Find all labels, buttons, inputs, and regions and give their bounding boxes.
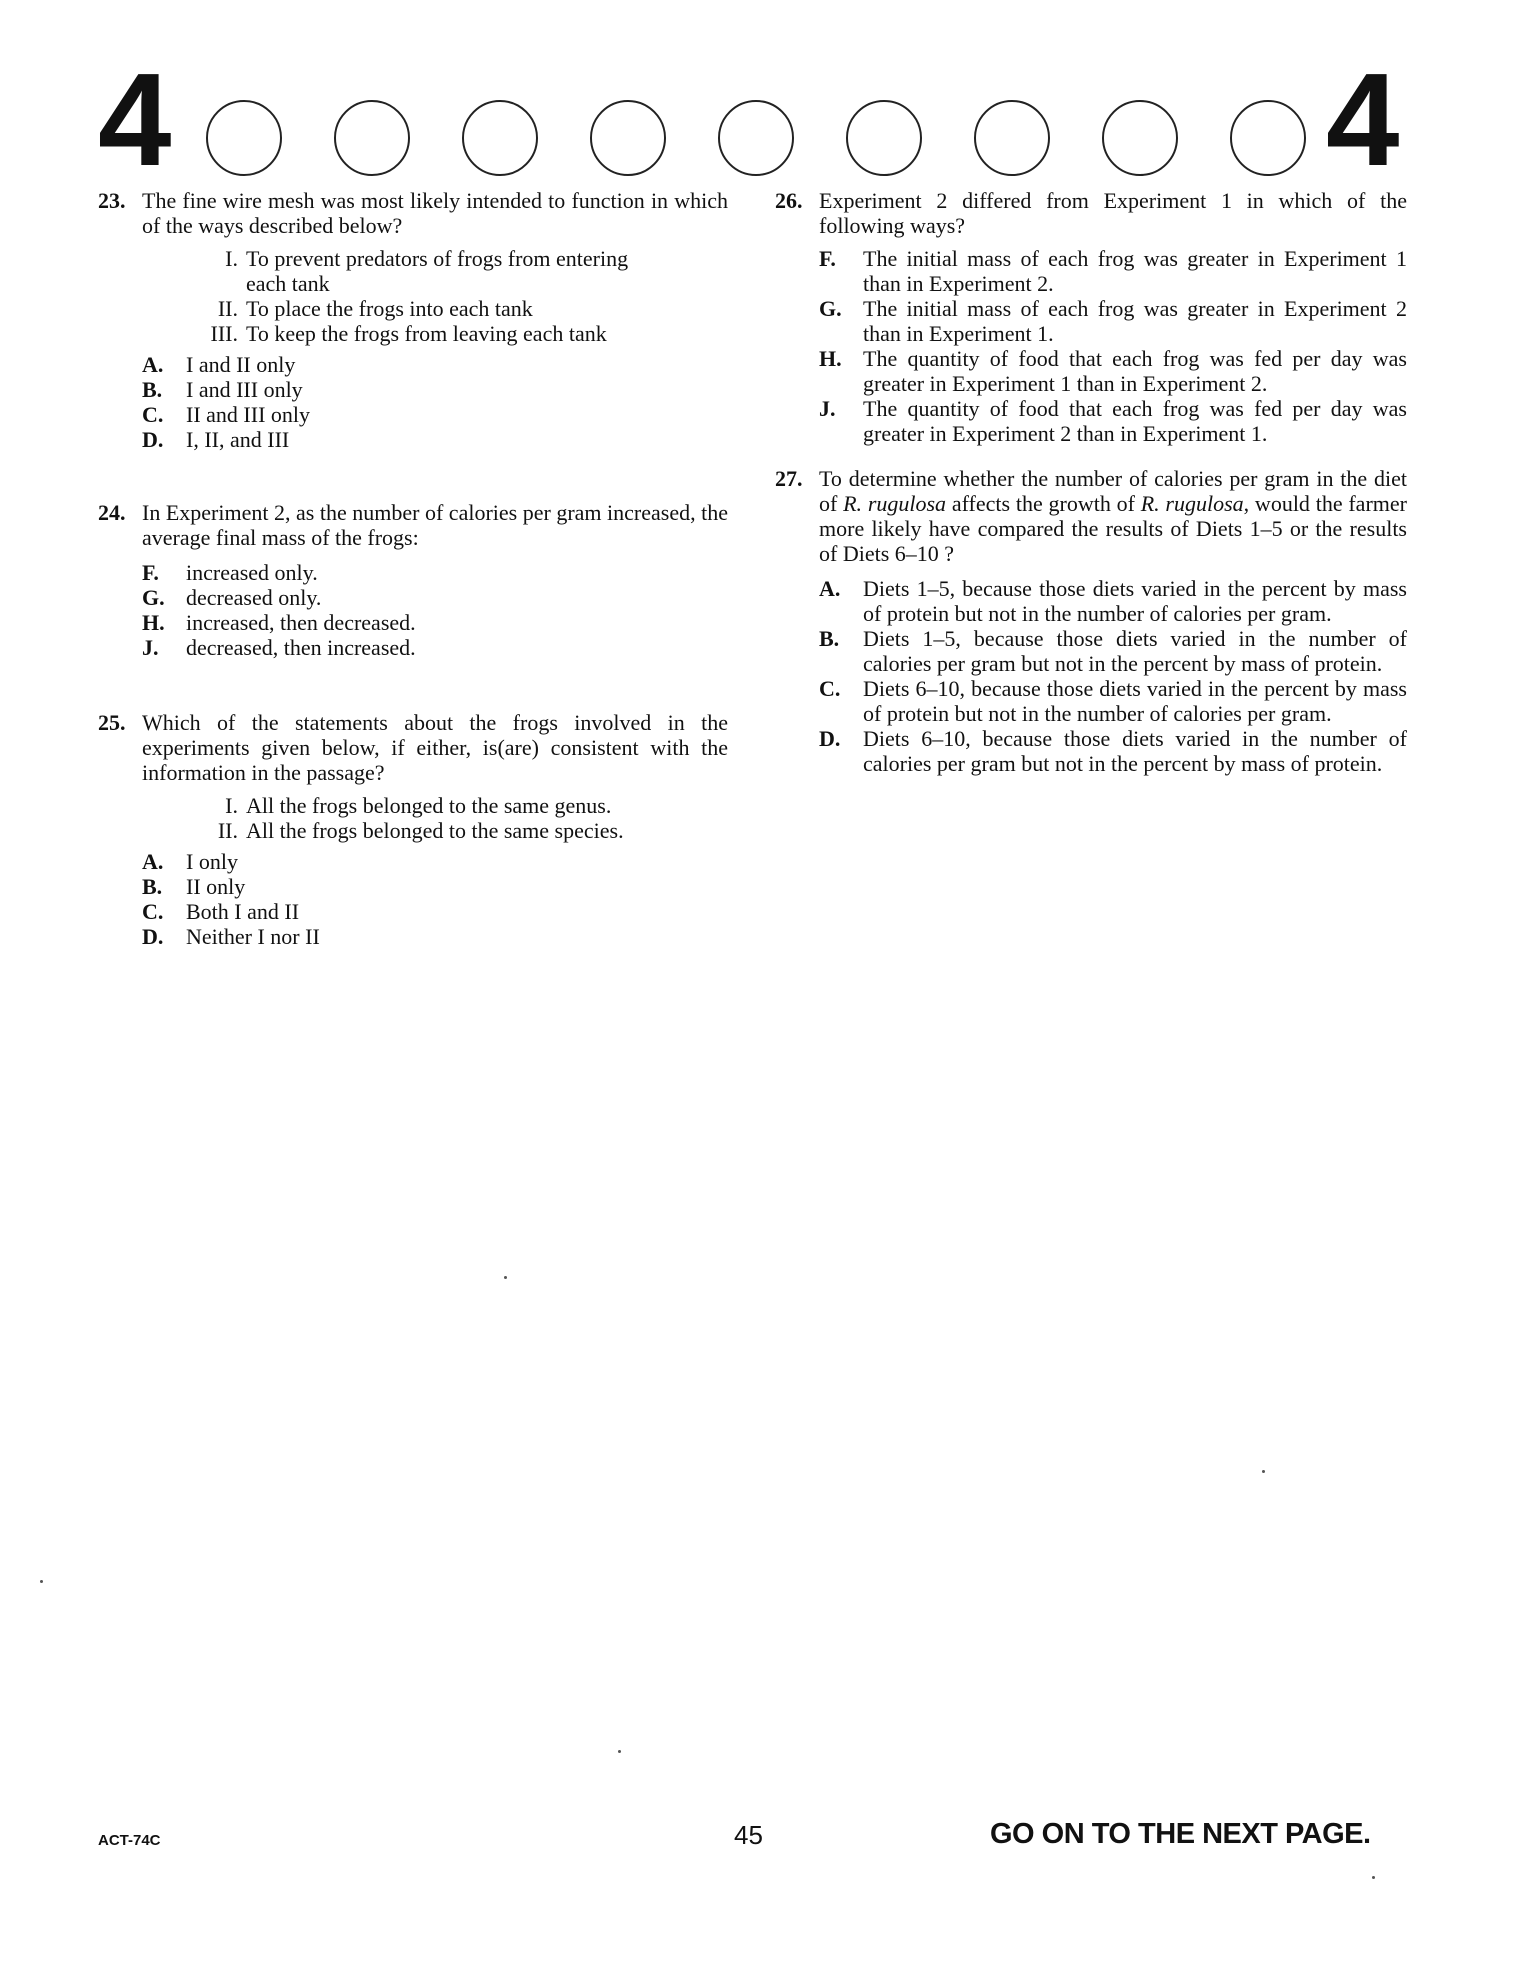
question-number: 26.	[775, 188, 803, 213]
option-text: Diets 1–5, because those diets varied in the percent by mass of protein but not in the number of calories per gram.	[863, 576, 1407, 626]
circle-icon	[846, 100, 922, 176]
option-letter: C.	[819, 676, 841, 701]
option-text: The initial mass of each frog was greater in Experiment 2 than in Experiment 1.	[863, 296, 1407, 346]
circle-icon	[462, 100, 538, 176]
scan-speck	[504, 1276, 507, 1279]
option-letter: B.	[142, 874, 163, 899]
section-number-right: 4	[1326, 46, 1398, 193]
answer-options	[775, 576, 1407, 776]
answer-option[interactable]	[98, 635, 728, 660]
question-text-part: To determine whether the number of calories per gram in the diet of	[819, 466, 1407, 516]
question-number: 23.	[98, 188, 126, 213]
scan-speck	[1262, 1470, 1265, 1473]
left-column	[98, 188, 728, 949]
answer-option[interactable]	[775, 296, 1407, 346]
question-text: In Experiment 2, as the number of calories per gram increased, the average final mass of the frogs:	[142, 500, 728, 550]
section-number-left: 4	[98, 46, 170, 193]
question-text-part: affects the growth of	[946, 491, 1141, 516]
roman-item	[98, 321, 728, 346]
answer-options	[98, 352, 728, 452]
option-letter: A.	[142, 352, 164, 377]
question-number: 27.	[775, 466, 803, 491]
circle-icon	[334, 100, 410, 176]
answer-option[interactable]	[775, 246, 1407, 296]
option-text: I only	[186, 849, 238, 874]
roman-numeral: II.	[217, 818, 238, 843]
question-text: Experiment 2 differed from Experiment 1 in which of the following ways?	[819, 188, 1407, 238]
right-column	[775, 188, 1407, 776]
option-letter: C.	[142, 402, 164, 427]
option-text: decreased, then increased.	[186, 635, 416, 660]
option-text: increased only.	[186, 560, 318, 585]
option-letter: D.	[142, 427, 164, 452]
question-24	[98, 500, 728, 660]
roman-numeral: I.	[225, 793, 238, 818]
option-text: The quantity of food that each frog was fed per day was greater in Experiment 1 than in Experiment 2.	[863, 346, 1407, 396]
answer-option[interactable]	[98, 427, 728, 452]
circle-icon	[718, 100, 794, 176]
answer-option[interactable]	[775, 396, 1407, 446]
circle-icon	[1102, 100, 1178, 176]
option-letter: A.	[819, 576, 841, 601]
option-letter: B.	[819, 626, 840, 651]
section-header	[98, 46, 1398, 193]
option-text: The initial mass of each frog was greater in Experiment 1 than in Experiment 2.	[863, 246, 1407, 296]
answer-option[interactable]	[98, 402, 728, 427]
option-letter: G.	[142, 585, 165, 610]
answer-option[interactable]	[98, 874, 728, 899]
option-letter: H.	[142, 610, 165, 635]
option-letter: G.	[819, 296, 842, 321]
answer-option[interactable]	[775, 576, 1407, 626]
answer-options	[98, 560, 728, 660]
option-text: Diets 1–5, because those diets varied in the number of calories per gram but not in the percent by mass of protein.	[863, 626, 1407, 676]
option-text: I and II only	[186, 352, 296, 377]
species-name: R. rugulosa	[1140, 491, 1244, 516]
question-text: Which of the statements about the frogs involved in the experiments given below, if either, is(are) consistent with the information in the passage?	[142, 710, 728, 785]
form-code: ACT-74C	[98, 1832, 161, 1849]
scan-speck	[618, 1750, 621, 1753]
roman-text: All the frogs belonged to the same species.	[246, 818, 624, 843]
answer-option[interactable]	[98, 585, 728, 610]
question-25	[98, 710, 728, 949]
answer-option[interactable]	[775, 726, 1407, 776]
roman-list	[98, 246, 728, 346]
option-letter: J.	[819, 396, 836, 421]
roman-numeral: I.	[225, 246, 238, 271]
roman-list	[98, 793, 728, 843]
answer-option[interactable]	[98, 352, 728, 377]
roman-text: All the frogs belonged to the same genus.	[246, 793, 612, 818]
option-text: The quantity of food that each frog was fed per day was greater in Experiment 2 than in Experiment 1.	[863, 396, 1407, 446]
answer-option[interactable]	[98, 377, 728, 402]
question-number: 24.	[98, 500, 126, 525]
question-text-part: , would the farmer more likely have compared the results of Diets 1–5 or the results of Diets 6–10 ?	[819, 491, 1407, 566]
answer-options	[98, 849, 728, 949]
option-text: I, II, and III	[186, 427, 290, 452]
option-letter: C.	[142, 899, 164, 924]
option-text: II and III only	[186, 402, 311, 427]
question-23	[98, 188, 728, 452]
roman-text: To place the frogs into each tank	[246, 296, 533, 321]
option-text: Diets 6–10, because those diets varied in the number of calories per gram but not in the percent by mass of protein.	[863, 726, 1407, 776]
scan-speck	[40, 1580, 43, 1583]
roman-item	[98, 296, 728, 321]
roman-text: To keep the frogs from leaving each tank	[246, 321, 607, 346]
page-number: 45	[734, 1820, 763, 1850]
next-page-notice: GO ON TO THE NEXT PAGE.	[990, 1818, 1371, 1850]
roman-item	[98, 818, 728, 843]
option-letter: J.	[142, 635, 159, 660]
option-text: Diets 6–10, because those diets varied in the percent by mass of protein but not in the number of calories per gram.	[863, 676, 1407, 726]
answer-option[interactable]	[775, 346, 1407, 396]
option-text: increased, then decreased.	[186, 610, 416, 635]
answer-option[interactable]	[775, 676, 1407, 726]
option-letter: F.	[142, 560, 159, 585]
roman-numeral: II.	[217, 296, 238, 321]
answer-option[interactable]	[98, 924, 728, 949]
question-number: 25.	[98, 710, 126, 735]
answer-option[interactable]	[98, 849, 728, 874]
species-name: R. rugulosa	[843, 491, 947, 516]
option-text: decreased only.	[186, 585, 322, 610]
answer-option[interactable]	[98, 560, 728, 585]
option-letter: D.	[819, 726, 841, 751]
circle-icon	[206, 100, 282, 176]
option-letter: B.	[142, 377, 163, 402]
option-letter: H.	[819, 346, 842, 371]
question-text	[819, 466, 1407, 566]
answer-option[interactable]	[775, 626, 1407, 676]
scan-speck	[1372, 1876, 1375, 1879]
option-text: I and III only	[186, 377, 303, 402]
roman-text: To prevent predators of frogs from entering each tank	[246, 246, 629, 296]
question-26	[775, 188, 1407, 446]
circle-icon	[590, 100, 666, 176]
question-text: The fine wire mesh was most likely intended to function in which of the ways described below?	[142, 188, 728, 238]
answer-option[interactable]	[98, 610, 728, 635]
option-text: Neither I nor II	[186, 924, 320, 949]
roman-numeral: III.	[210, 321, 238, 346]
circle-icon	[1230, 100, 1306, 176]
roman-item	[98, 246, 728, 296]
question-27	[775, 466, 1407, 776]
roman-item	[98, 793, 728, 818]
circle-icon	[974, 100, 1050, 176]
option-letter: D.	[142, 924, 164, 949]
option-letter: F.	[819, 246, 836, 271]
answer-option[interactable]	[98, 899, 728, 924]
option-text: Both I and II	[186, 899, 300, 924]
option-text: II only	[186, 874, 246, 899]
answer-options	[775, 246, 1407, 446]
option-letter: A.	[142, 849, 164, 874]
